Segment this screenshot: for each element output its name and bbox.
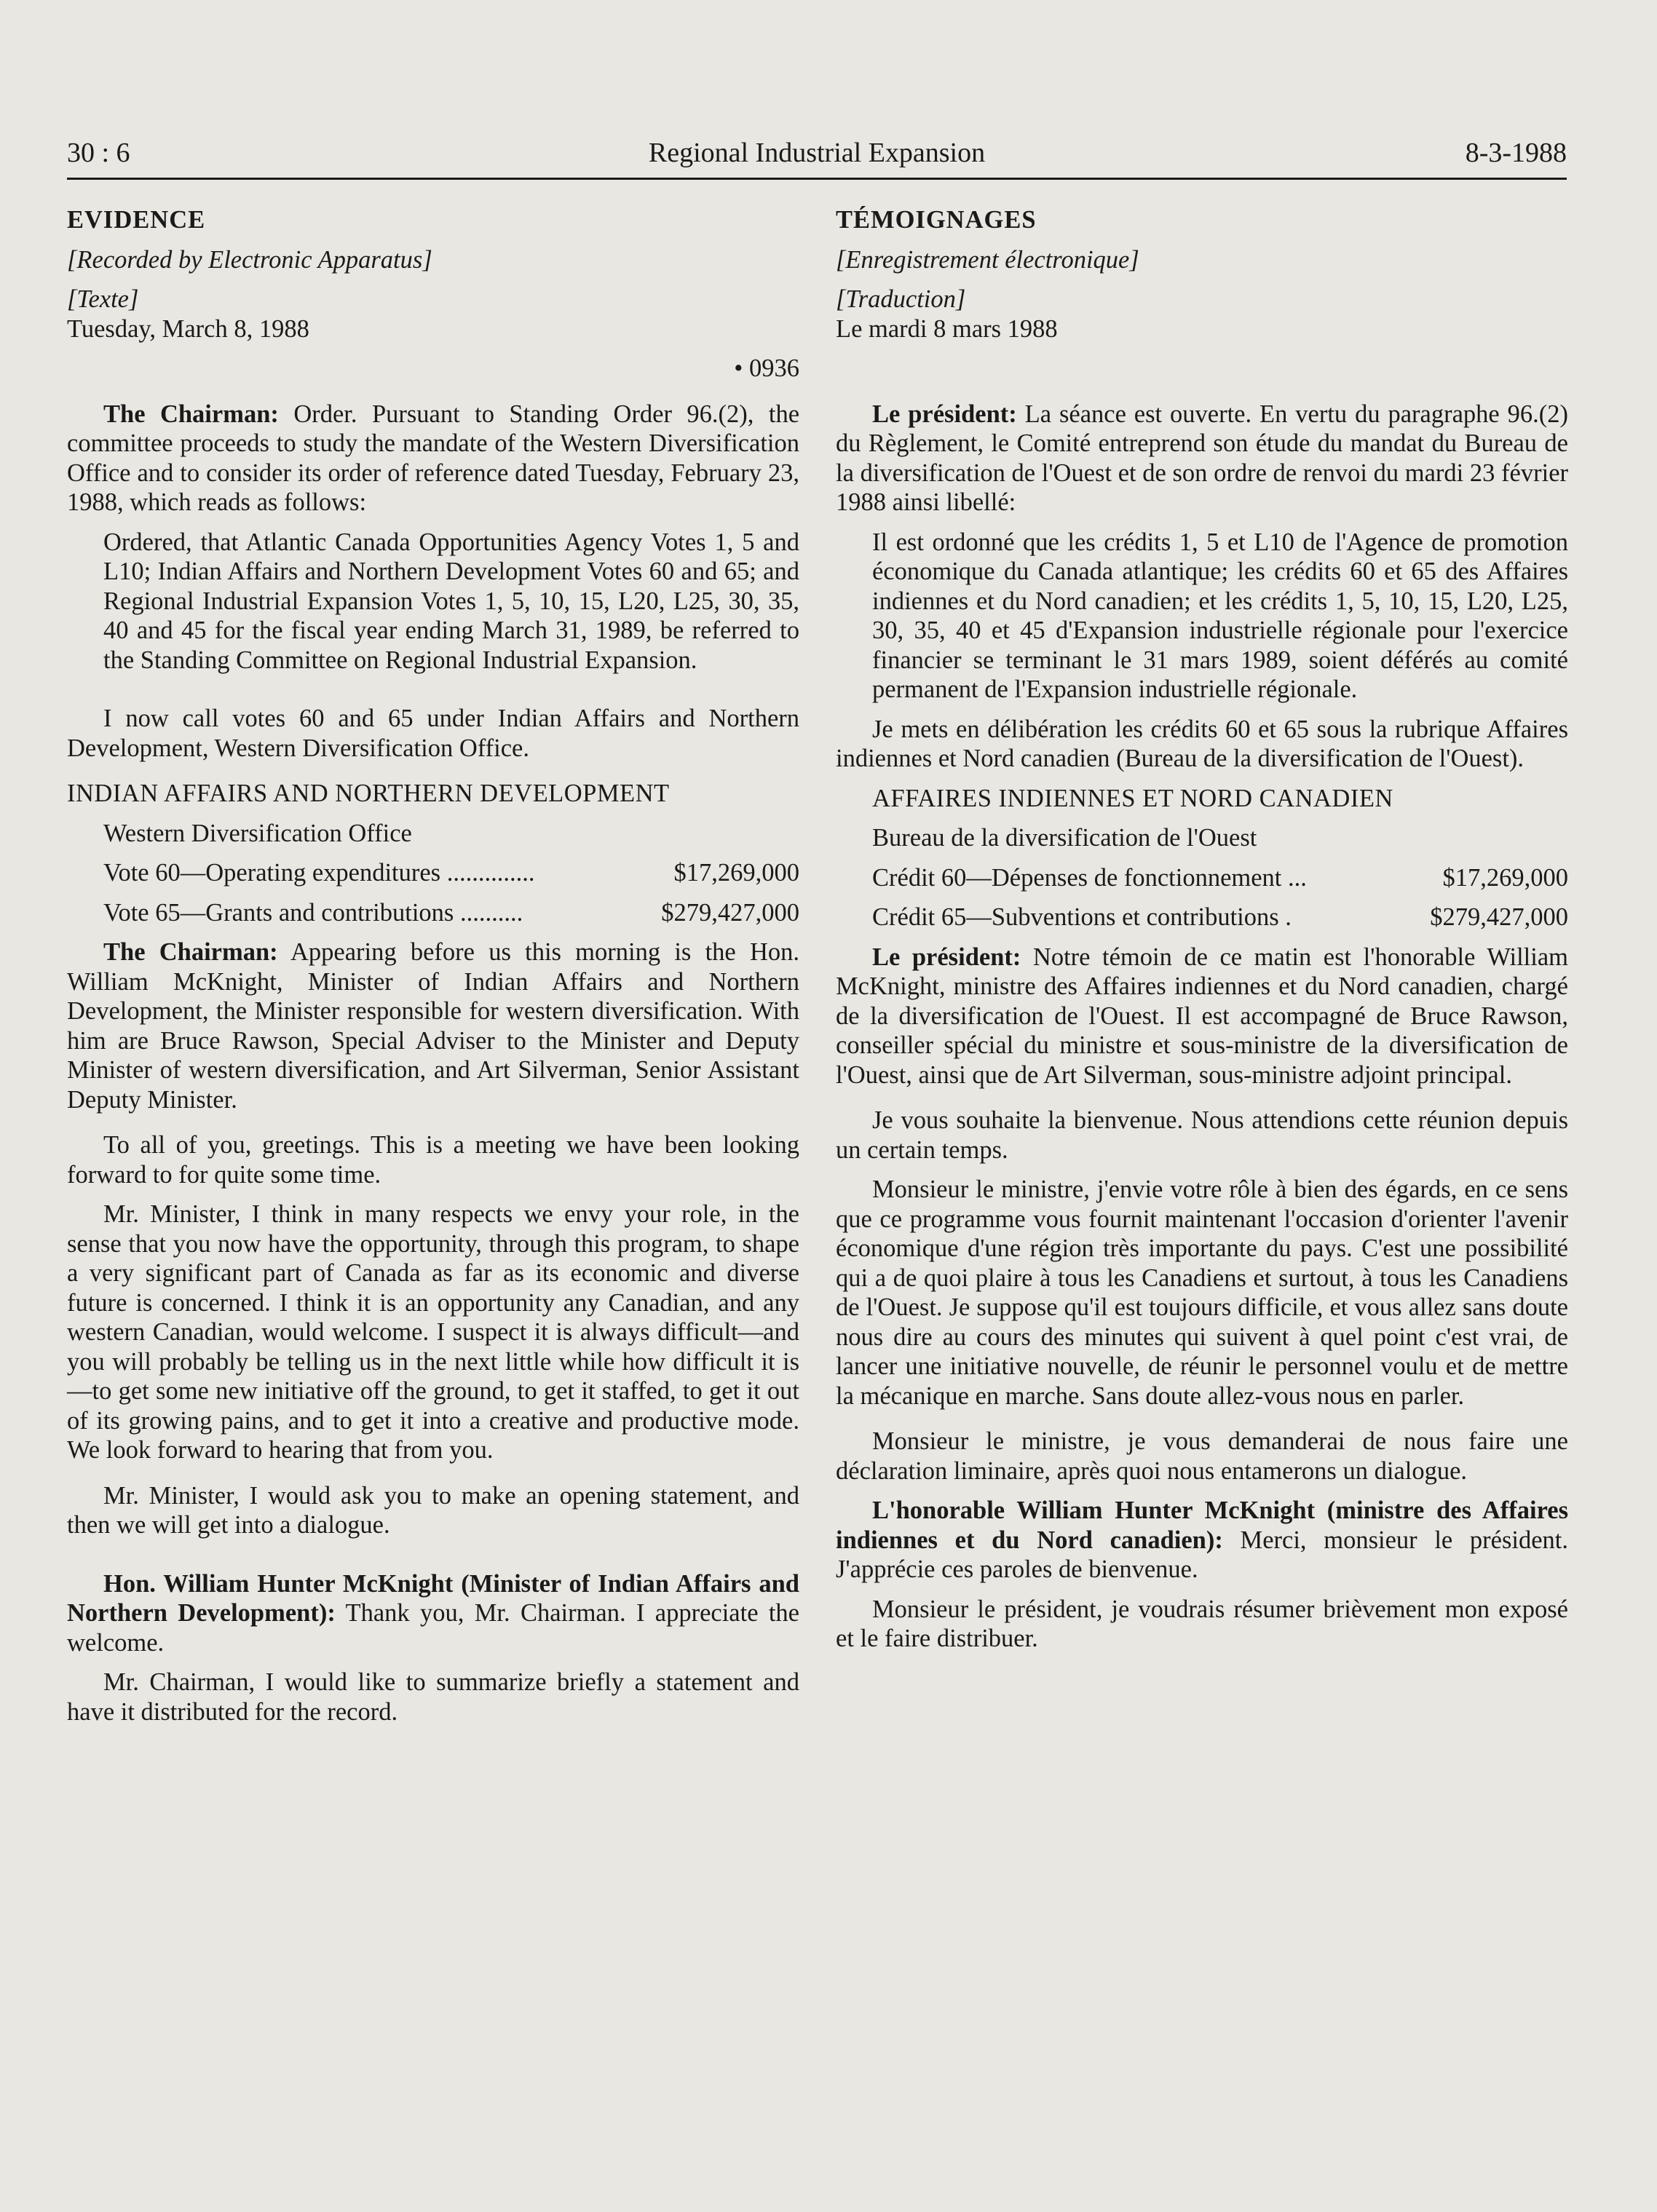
vote-amount: $279,427,000	[661, 898, 799, 927]
department-heading: INDIAN AFFAIRS AND NORTHERN DEVELOPMENT	[67, 780, 670, 807]
speaker-name: The Chairman:	[103, 938, 278, 966]
office-heading: Bureau de la diversification de l'Ouest	[872, 824, 1257, 852]
vote-label: Vote 60—Operating expenditures ..............	[103, 859, 535, 887]
paragraph: Mr. Minister, I would ask you to make an opening statement, and then we will get into a dialogue.	[67, 1481, 799, 1539]
language-note: [Traduction]	[836, 285, 966, 313]
paragraph	[67, 1569, 799, 1658]
speech-text: Merci, monsieur le président. J'apprécie ces paroles de bienvenue.	[836, 1526, 1569, 1583]
english-column	[67, 205, 799, 1727]
paragraph	[836, 1496, 1568, 1585]
section-heading: EVIDENCE	[67, 206, 206, 234]
order-of-reference-quote: Ordered, that Atlantic Canada Opportunities Agency Votes 1, 5 and L10; Indian Affairs and Northern Development Votes 60 and 65; and Regional Industrial Expansion Votes 1, 5, 10, 15, L20, L25, 30, 35, 40 and 45 for the fiscal year ending March 31, 1989, be referred to the Standing Committee on Regional Industrial Expansion.	[103, 528, 799, 674]
paragraph	[836, 943, 1568, 1090]
vote-label: Crédit 65—Subventions et contributions .	[872, 903, 1292, 931]
speaker-name: Le président:	[872, 400, 1017, 428]
vote-label: Crédit 60—Dépenses de fonctionnement ...	[872, 863, 1307, 892]
header-date: 8-3-1988	[1465, 138, 1567, 168]
vote-line	[67, 898, 799, 928]
paragraph: Monsieur le ministre, je vous demanderai de nous faire une déclaration liminaire, après quoi nous entamerons un dialogue.	[836, 1427, 1568, 1485]
running-title: Regional Industrial Expansion	[648, 138, 986, 168]
speaker-name: Hon. William Hunter McKnight (Minister of Indian Affairs and Northern Development):	[67, 1569, 799, 1627]
paragraph: Monsieur le président, je voudrais résumer brièvement mon exposé et le faire distribuer.	[836, 1595, 1568, 1652]
speaker-name: L'honorable William Hunter McKnight (ministre des Affaires indiennes et du Nord canadien):	[836, 1497, 1568, 1554]
recording-note: [Enregistrement électronique]	[836, 245, 1139, 274]
paragraph: Mr. Minister, I think in many respects we envy your role, in the sense that you now have the opportunity, through this program, to shape a very significant part of Canada as far as its economic and diverse future is concerned. I think it is an opportunity any Canadian, and any western Canadian, would welcome. I suspect it is always difficult—and you will probably be telling us in the next little while how difficult it is—to get some new initiative off the ground, to get it staffed, to get it out of its growing pains, and to get it into a creative and productive mode. We look forward to hearing that from you.	[67, 1200, 799, 1464]
speech-text: Notre témoin de ce matin est l'honorable William McKnight, ministre des Affaires indiennes et du Nord canadien, chargé de la diversification de l'Ouest. Il est accompagné de Bruce Rawson, conseiller spécial du ministre et sous-ministre de la diversification de l'Ouest, ainsi que de Art Silverman, sous-ministre adjoint principal.	[836, 943, 1568, 1089]
speaker-name: The Chairman:	[103, 400, 279, 428]
speech-text: La séance est ouverte. En vertu du paragraphe 96.(2) du Règlement, le Comité entreprend son étude du mandat du Bureau de la diversification de l'Ouest et de son ordre de renvoi du mardi 23 février 1988 ainsi libellé:	[836, 400, 1568, 516]
time-stamp: • 0936	[734, 354, 799, 382]
recording-note: [Recorded by Electronic Apparatus]	[67, 245, 432, 274]
vote-amount: $17,269,000	[673, 859, 799, 887]
paragraph	[836, 400, 1568, 518]
speech-text: Appearing before us this morning is the Hon. William McKnight, Minister of Indian Affairs and Northern Development, the Minister responsible for western diversification. With him are Bruce Rawson, Special Adviser to the Minister and Deputy Minister of western diversification, and Art Silverman, Senior Assistant Deputy Minister.	[67, 938, 799, 1114]
paragraph: Mr. Chairman, I would like to summarize briefly a statement and have it distributed for the record.	[67, 1668, 799, 1726]
meeting-date: Le mardi 8 mars 1988	[836, 314, 1058, 343]
speaker-name: Le président:	[872, 943, 1021, 971]
vote-label: Vote 65—Grants and contributions ..........	[103, 898, 523, 927]
paragraph	[67, 937, 799, 1114]
paragraph: To all of you, greetings. This is a meeting we have been looking forward to for quite some time.	[67, 1131, 799, 1189]
page-header	[67, 131, 1567, 175]
vote-line	[67, 858, 799, 888]
section-heading: TÉMOIGNAGES	[836, 206, 1037, 234]
paragraph: I now call votes 60 and 65 under Indian Affairs and Northern Development, Western Diversification Office.	[67, 705, 799, 762]
french-column	[836, 205, 1568, 1654]
paragraph: Je vous souhaite la bienvenue. Nous attendions cette réunion depuis un certain temps.	[836, 1106, 1568, 1164]
office-heading: Western Diversification Office	[103, 819, 412, 847]
paragraph: Monsieur le ministre, j'envie votre rôle à bien des égards, en ce sens que ce programme vous fournit maintenant l'occasion d'orienter l'avenir économique d'une région très importante du pays. C'est une possibilité qui a de quoi plaire à tous les Canadiens et surtout, à tous les Canadiens de l'Ouest. Je suppose qu'il est toujours difficile, et vous allez sans doute nous dire au cours des minutes qui suivent à quel point c'est vrai, de lancer une initiative nouvelle, de réunir le personnel voulu et de mettre la mécanique en marche. Sans doute allez-vous nous en parler.	[836, 1176, 1568, 1410]
speech-text: Order. Pursuant to Standing Order 96.(2), the committee proceeds to study the mandate of the Western Diversification Office and to consider its order of reference dated Tuesday, February 23, 1988, which reads as follows:	[67, 400, 800, 516]
meeting-date: Tuesday, March 8, 1988	[67, 314, 309, 343]
vote-line	[836, 863, 1568, 893]
vote-line	[836, 903, 1568, 932]
vote-amount: $17,269,000	[1442, 863, 1568, 892]
header-rule	[67, 178, 1567, 180]
speech-text: Thank you, Mr. Chairman. I appreciate the welcome.	[67, 1599, 799, 1657]
paragraph	[67, 400, 799, 518]
paragraph: Je mets en délibération les crédits 60 et 65 sous la rubrique Affaires indiennes et Nord canadien (Bureau de la diversification de l'Ouest).	[836, 715, 1568, 772]
page-number: 30 : 6	[67, 138, 130, 168]
language-note: [Texte]	[67, 285, 139, 313]
department-heading: AFFAIRES INDIENNES ET NORD CANADIEN	[872, 784, 1393, 812]
vote-amount: $279,427,000	[1430, 903, 1568, 931]
order-of-reference-quote: Il est ordonné que les crédits 1, 5 et L10 de l'Agence de promotion économique du Canada atlantique; les crédits 60 et 65 des Affaires indiennes et du Nord canadien; et les crédits 1, 5, 10, 15, L20, L25, 30, 35, 40 et 45 d'Expansion industrielle régionale pour l'exercice financier se terminant le 31 mars 1989, soient déférés au comité permanent de l'Expansion industrielle régionale.	[872, 528, 1568, 703]
